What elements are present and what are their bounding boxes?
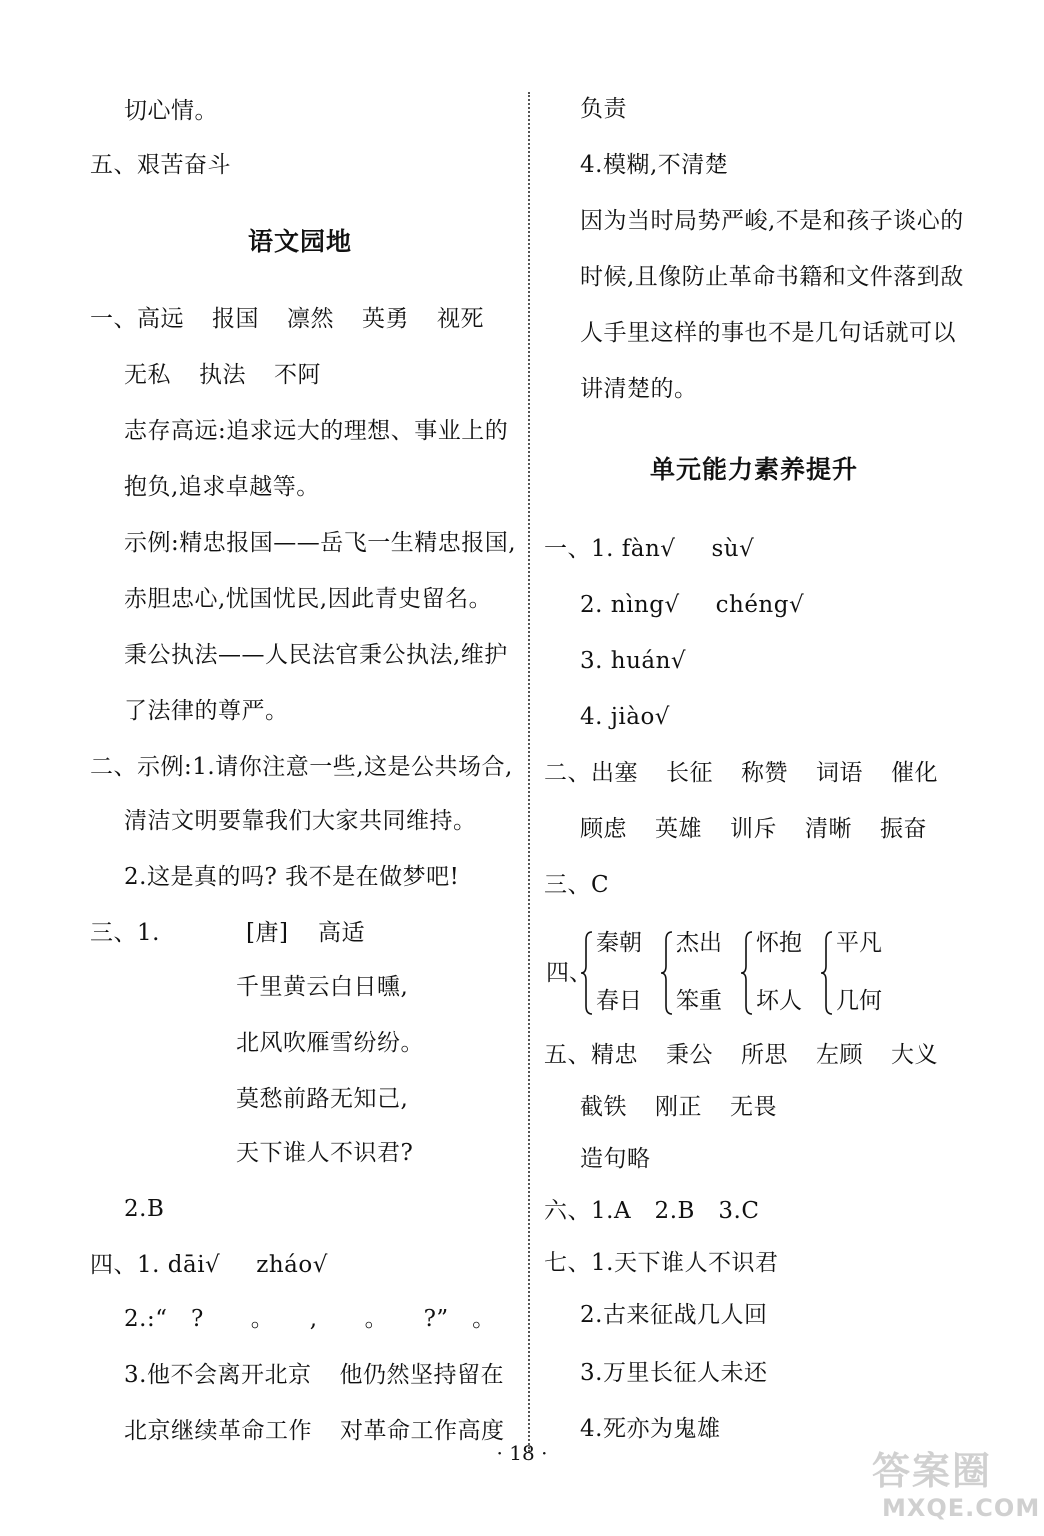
answer-word: 视死 — [437, 306, 484, 332]
answer-word: 长征 — [666, 760, 713, 786]
answer-phrase: 对革命工作高度 — [340, 1418, 505, 1444]
text-line: 2.B — [124, 1196, 165, 1222]
pair-top-word: 杰出 — [676, 930, 722, 956]
answer-word: 训斥 — [730, 816, 777, 842]
text-line: 志存高远:追求远大的理想、事业上的 — [124, 418, 509, 444]
answer-word: 刚正 — [655, 1094, 702, 1120]
section-heading: 语文园地 — [248, 227, 353, 256]
text-line: 负责 — [580, 96, 627, 122]
pair-top-word: 秦朝 — [596, 930, 642, 956]
text-line: 七、1.天下谁人不识君 — [544, 1250, 779, 1276]
pinyin-answer: 四、1. dāi√ — [90, 1252, 221, 1278]
text-line: 赤胆忠心,忧国忧民,因此青史留名。 — [124, 586, 493, 612]
pinyin-answer: 一、1. fàn√ — [544, 536, 676, 562]
answer-word: 五、精忠 — [544, 1042, 638, 1068]
text-line: 2.古来征战几人回 — [580, 1302, 768, 1328]
answer-phrase: 他仍然坚持留在 — [339, 1362, 504, 1388]
text-line: 时候,且像防止革命书籍和文件落到敌 — [580, 264, 964, 290]
text-line: 清洁文明要靠我们大家共同维持。 — [124, 808, 477, 834]
answer-word: 称赞 — [741, 760, 788, 786]
answer-word: 词语 — [816, 760, 863, 786]
text-line: 示例:精忠报国——岳飞一生精忠报国, — [124, 530, 517, 556]
pair-bottom-word: 笨重 — [676, 988, 722, 1014]
section-heading: 单元能力素养提升 — [650, 455, 859, 484]
pair-top-word: 怀抱 — [756, 930, 802, 956]
pair-top-word: 平凡 — [836, 930, 882, 956]
page-number: · 18 · — [496, 1441, 548, 1465]
punctuation-answer: 2.:“ ? 。 , 。 ?” 。 — [124, 1306, 496, 1332]
text-line: 秉公执法——人民法官秉公执法,维护 — [124, 642, 508, 668]
text-line — [544, 534, 754, 564]
text-line — [124, 1360, 504, 1390]
text-line: 二、示例:1.请你注意一些,这是公共场合, — [90, 754, 513, 780]
pinyin-answer: chéng√ — [715, 592, 805, 618]
answer-word: 凛然 — [287, 306, 334, 332]
poem-author: 高适 — [318, 920, 365, 946]
text-line: 4.死亦为鬼雄 — [580, 1416, 721, 1442]
poem-line: 千里黄云白日曛, — [236, 974, 409, 1000]
left-brace-icon — [660, 930, 674, 1016]
text-line — [544, 758, 938, 788]
answer-word: 无畏 — [730, 1094, 777, 1120]
pair-bottom-word: 几何 — [836, 988, 882, 1014]
answer-word: 催化 — [891, 760, 938, 786]
answer-phrase: 3.他不会离开北京 — [124, 1362, 312, 1388]
text-line: 4. jiào√ — [580, 704, 670, 730]
answer-word: 所思 — [741, 1042, 788, 1068]
answer-word: 秉公 — [666, 1042, 713, 1068]
answer-phrase: 北京继续革命工作 — [124, 1418, 312, 1444]
poem-line: 天下谁人不识君? — [236, 1140, 414, 1166]
text-line: 三、C — [544, 872, 610, 898]
text-line — [580, 814, 927, 844]
left-brace-icon — [820, 930, 834, 1016]
answer-word: 一、高远 — [90, 306, 184, 332]
text-line: 2.这是真的吗? 我不是在做梦吧! — [124, 864, 460, 890]
answer-word: 清晰 — [805, 816, 852, 842]
answer-word: 截铁 — [580, 1094, 627, 1120]
text-line: 切心情。 — [124, 98, 218, 124]
pair-bottom-word: 春日 — [596, 988, 642, 1014]
text-line — [544, 1040, 938, 1070]
answer-word: 振奋 — [880, 816, 927, 842]
text-line: 人手里这样的事也不是几句话就可以 — [580, 320, 956, 346]
antonym-brace-row — [546, 926, 946, 1020]
pair-bottom-word: 坏人 — [756, 988, 802, 1014]
text-line: 3. huán√ — [580, 648, 687, 674]
text-line: 4.模糊,不清楚 — [580, 152, 729, 178]
pinyin-answer: 2. nìng√ — [580, 592, 680, 618]
item-label: 四、 — [546, 960, 592, 986]
answer-word: 不阿 — [274, 362, 321, 388]
text-line: 抱负,追求卓越等。 — [124, 474, 320, 500]
text-line: 讲清楚的。 — [580, 376, 698, 402]
watermark-logo-text: 答案圈 — [872, 1449, 993, 1493]
answer-word: 左顾 — [816, 1042, 863, 1068]
text-line — [90, 1250, 328, 1280]
answer-word: 报国 — [212, 306, 259, 332]
text-line: 了法律的尊严。 — [124, 698, 289, 724]
answer-word: 大义 — [891, 1042, 938, 1068]
poem-dynasty: [唐] — [246, 920, 289, 946]
left-brace-icon — [580, 930, 594, 1016]
text-line — [580, 590, 804, 620]
answer-word: 二、出塞 — [544, 760, 638, 786]
text-line — [580, 1092, 777, 1122]
text-line — [124, 360, 321, 390]
answer-word: 无私 — [124, 362, 171, 388]
answer-word: 顾虑 — [580, 816, 627, 842]
pinyin-answer: sù√ — [711, 536, 755, 562]
watermark-logo — [852, 1440, 1041, 1530]
text-line: 五、艰苦奋斗 — [90, 152, 231, 178]
text-line: 六、1.A 2.B 3.C — [544, 1198, 760, 1224]
watermark-url: MXQE.COM — [882, 1494, 1041, 1522]
answer-word: 执法 — [199, 362, 246, 388]
left-brace-icon — [740, 930, 754, 1016]
text-line — [90, 304, 484, 334]
column-divider — [528, 92, 530, 1452]
text-line: 三、1. — [90, 920, 160, 946]
answer-word: 英勇 — [362, 306, 409, 332]
text-line: 3.万里长征人未还 — [580, 1360, 768, 1386]
poem-line: 北风吹雁雪纷纷。 — [236, 1030, 424, 1056]
poem-line: 莫愁前路无知己, — [236, 1086, 409, 1112]
text-line: 因为当时局势严峻,不是和孩子谈心的 — [580, 208, 964, 234]
text-line: 造句略 — [580, 1146, 651, 1172]
pinyin-answer: zháo√ — [256, 1252, 328, 1278]
answer-word: 英雄 — [655, 816, 702, 842]
